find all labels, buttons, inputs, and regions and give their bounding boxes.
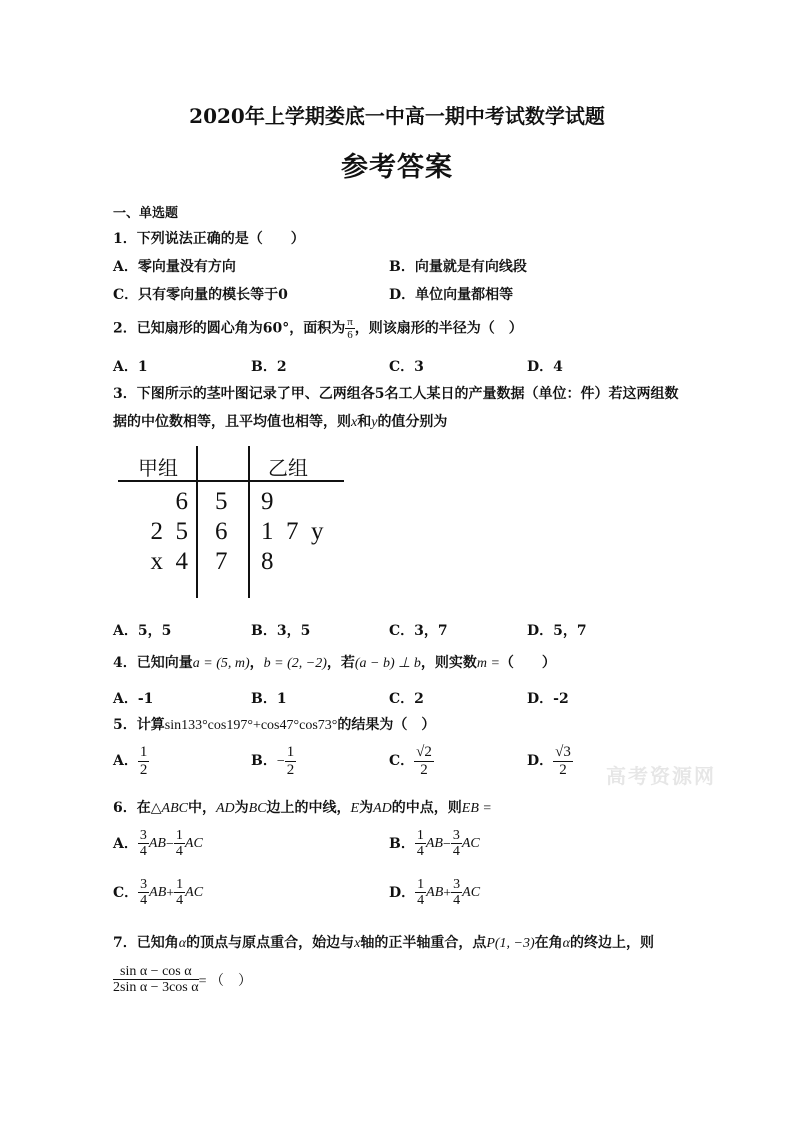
- question-5-b-den: 2: [286, 761, 295, 778]
- question-6-a-c2: 1: [175, 828, 183, 843]
- question-2-stem: [113, 316, 523, 341]
- question-7-stem: [113, 932, 654, 952]
- question-6-d-c2: 3: [453, 877, 461, 892]
- question-5-expression: sin133°cos197°+cos47°cos73°: [164, 718, 338, 733]
- question-5-a-den: 2: [139, 761, 148, 778]
- question-6-c-op: +: [166, 885, 175, 901]
- question-3-option-d: D．5，7: [527, 623, 587, 639]
- question-7-end: = （ ）: [198, 973, 252, 989]
- question-4-option-c: C．2: [389, 691, 424, 707]
- question-4-condition: (a − b) ⊥ b: [354, 656, 421, 671]
- question-6-a-v1: AB: [148, 835, 166, 851]
- question-3-var-y: y: [371, 415, 378, 430]
- question-6-a-v2: AC: [184, 835, 203, 851]
- question-6-d-op: +: [443, 885, 452, 901]
- question-5-option-b-fraction: [285, 744, 297, 778]
- question-5-option-c-fraction: [414, 744, 434, 778]
- question-3-option-b: B．3，5: [251, 623, 311, 639]
- question-7-mid3: 在角: [534, 935, 563, 951]
- question-3-option-a: A．5，5: [113, 623, 172, 639]
- question-6-b-op: −: [442, 836, 451, 852]
- question-3-line-2b: 的值分别为: [377, 414, 448, 430]
- question-4-vector-a: a = (5, m): [192, 656, 250, 671]
- question-5-option-c-label: C．: [389, 753, 415, 769]
- question-6-a-den2: 4: [175, 844, 183, 860]
- question-5-suffix: 的结果为（ ）: [337, 717, 436, 733]
- question-7-x: x: [354, 936, 361, 951]
- question-7-prefix: 7．已知角: [113, 935, 179, 951]
- question-4-vector-b: b = (2, −2): [263, 656, 327, 671]
- question-3-line-1: 3．下图所示的茎叶图记录了甲、乙两组各5名工人某日的产量数据（单位：件）若这两组数: [113, 386, 679, 402]
- question-6-b-v2: AC: [461, 835, 480, 851]
- question-2-frac-den: 6: [347, 329, 353, 342]
- question-2-frac-num: π: [347, 316, 353, 328]
- question-7-mid2: 轴的正半轴重合，点: [360, 935, 487, 951]
- stem-leaf-right-divider: [248, 446, 250, 598]
- stem-leaf-row-2-stem: 6: [215, 518, 228, 545]
- question-6-d-den1: 4: [417, 893, 425, 909]
- question-7-numerator: sin α − cos α: [113, 964, 199, 980]
- question-4-suffix: ，则实数: [420, 655, 477, 671]
- page-title: 2020年上学期娄底一中高一期中考试数学试题: [189, 104, 605, 128]
- question-6-d-label: D．: [389, 884, 416, 901]
- question-6-d-frac2: [451, 877, 462, 909]
- question-6-abc: ABC: [161, 801, 188, 816]
- question-6-a-frac1: [138, 828, 149, 860]
- page-subtitle: 参考答案: [341, 152, 453, 183]
- question-5-c-den: 2: [420, 761, 428, 778]
- question-4-end: （ ）: [499, 655, 556, 671]
- question-6-a-den1: 4: [139, 844, 147, 860]
- question-6-d-v1: AB: [426, 884, 444, 900]
- question-6-a-frac2: [174, 828, 185, 860]
- stem-leaf-row-1-right: 9: [261, 488, 274, 515]
- question-5-stem: [113, 714, 435, 734]
- stem-leaf-row-3-left: x 4: [150, 548, 188, 575]
- question-6-b-den2: 4: [452, 844, 460, 860]
- question-2-option-b: B．2: [251, 359, 287, 375]
- stem-leaf-plot: [118, 446, 344, 598]
- question-2-suffix: ，则该扇形的半径为（ ）: [354, 320, 523, 337]
- question-6-d-c1: 1: [417, 877, 425, 892]
- question-3-option-c: C．3，7: [389, 623, 448, 639]
- question-7-denominator: 2sin α − 3cos α: [113, 980, 199, 996]
- question-7-alpha: α: [178, 936, 187, 951]
- question-6-mid4: 为: [359, 800, 374, 816]
- question-4-var-m: m =: [476, 656, 500, 671]
- question-6-c-c2: 1: [176, 877, 184, 892]
- question-1-option-b: B．向量就是有向线段: [389, 259, 527, 275]
- question-4-stem: 4．已知向量a = (5, m)，b = (2, −2)，若(a − b) ⊥ b，则实数m =（ ）: [113, 655, 556, 671]
- question-2-option-c: C．3: [389, 359, 424, 375]
- stem-leaf-row-1-left: 6: [175, 488, 188, 515]
- question-7-point-p: P(1, −3): [486, 936, 535, 951]
- question-6-b-frac2: [451, 828, 462, 860]
- question-6-eb: EB =: [461, 801, 492, 816]
- question-7-expression: [113, 964, 252, 996]
- question-5-option-a-label: A．: [113, 753, 138, 769]
- question-6-option-b: [389, 828, 480, 860]
- question-2-option-d: D．4: [527, 359, 563, 375]
- question-5-option-d-fraction: [553, 744, 573, 778]
- question-1-option-d: D．单位向量都相等: [389, 287, 514, 303]
- question-4-mid: ，若: [326, 655, 355, 671]
- question-4-option-d: D．-2: [527, 691, 569, 707]
- question-6-c-c1: 3: [140, 877, 148, 892]
- question-6-c-den2: 4: [176, 893, 184, 909]
- stem-leaf-left-header: 甲组: [138, 456, 178, 480]
- question-6-b-label: B．: [389, 835, 415, 852]
- question-6-b-v1: AB: [425, 835, 443, 851]
- question-6-c-v2: AC: [185, 884, 204, 900]
- question-6-mid5: 的中点，则: [391, 800, 462, 816]
- question-3-line-2a: 据的中位数相等，且平均值也相等，则: [113, 414, 351, 430]
- question-5-option-b: [251, 744, 296, 778]
- question-6-b-frac1: [415, 828, 426, 860]
- question-6-mid2: 为: [234, 800, 249, 816]
- question-6-c-frac2: [174, 877, 185, 909]
- section-heading: 一、单选题: [113, 206, 179, 221]
- question-3-line-2: [113, 411, 447, 431]
- question-6-ad: AD: [215, 801, 235, 816]
- question-7-alpha-2: α: [562, 936, 571, 951]
- stem-leaf-row-3-right: 8: [261, 548, 274, 575]
- question-3-var-x: x: [351, 415, 358, 430]
- question-6-e: E: [350, 801, 360, 816]
- question-5-option-c: [389, 744, 434, 778]
- question-5-d-den: 2: [559, 761, 567, 778]
- question-5-b-num: 1: [286, 744, 295, 760]
- question-6-d-den2: 4: [453, 893, 461, 909]
- question-6-d-frac1: [415, 877, 426, 909]
- question-6-ad2: AD: [373, 801, 392, 816]
- watermark: 高考资源网: [606, 764, 716, 788]
- stem-leaf-left-divider: [196, 446, 198, 598]
- question-5-option-a: [113, 744, 149, 778]
- question-4-option-b: B．1: [251, 691, 287, 707]
- question-6-b-den1: 4: [416, 844, 424, 860]
- question-6-c-v1: AB: [149, 884, 167, 900]
- stem-leaf-row-2-right: 1 7 y: [261, 518, 324, 545]
- stem-leaf-row-3-stem: 7: [215, 548, 228, 575]
- question-3-and: 和: [357, 414, 372, 430]
- question-5-b-sign: −: [276, 754, 285, 769]
- question-6-option-a: [113, 828, 203, 860]
- question-6-a-op: −: [165, 836, 174, 852]
- question-4-option-a: A．-1: [113, 691, 154, 707]
- question-6-stem: [113, 797, 492, 817]
- question-1-option-a: A．零向量没有方向: [113, 259, 236, 275]
- question-5-option-a-fraction: [138, 744, 150, 778]
- question-1-stem: 1．下列说法正确的是（ ）: [113, 231, 305, 247]
- question-5-option-b-label: B．: [251, 753, 277, 769]
- question-5-c-num: √2: [416, 744, 432, 760]
- question-2-fraction: [345, 316, 355, 341]
- question-1-option-c: C．只有零向量的模长等于0: [113, 287, 288, 303]
- question-5-d-num: √3: [555, 744, 571, 760]
- question-6-d-v2: AC: [462, 884, 481, 900]
- question-6-c-den1: 4: [140, 893, 148, 909]
- question-6-option-d: [389, 877, 480, 909]
- question-6-a-c1: 3: [139, 828, 147, 843]
- question-6-mid1: 中，: [187, 800, 216, 816]
- question-4-prefix: 4．已知向量: [113, 655, 193, 671]
- question-6-b-c2: 3: [452, 828, 460, 843]
- stem-leaf-row-1-stem: 5: [215, 488, 228, 515]
- question-6-mid3: 边上的中线，: [266, 800, 351, 816]
- question-2-option-a: A．1: [113, 359, 148, 375]
- question-7-mid1: 的顶点与原点重合，始边与: [186, 935, 355, 951]
- question-5-a-num: 1: [139, 744, 148, 760]
- question-6-bc: BC: [248, 801, 267, 816]
- question-5-prefix: 5．计算: [113, 717, 165, 733]
- question-6-a-label: A．: [113, 835, 138, 852]
- question-7-fraction: [113, 964, 199, 996]
- question-6-c-label: C．: [113, 884, 139, 901]
- stem-leaf-right-header: 乙组: [268, 456, 308, 480]
- question-5-option-d-label: D．: [527, 753, 554, 769]
- question-5-option-d: [527, 744, 573, 778]
- question-2-prefix: 2．已知扇形的圆心角为60°，面积为: [113, 320, 346, 337]
- question-6-option-c: [113, 877, 203, 909]
- question-6-c-frac1: [138, 877, 149, 909]
- question-6-b-c1: 1: [416, 828, 424, 843]
- stem-leaf-row-2-left: 2 5: [150, 518, 188, 545]
- question-7-mid4: 的终边上，则: [570, 935, 655, 951]
- question-6-prefix: 6．在△: [113, 800, 162, 816]
